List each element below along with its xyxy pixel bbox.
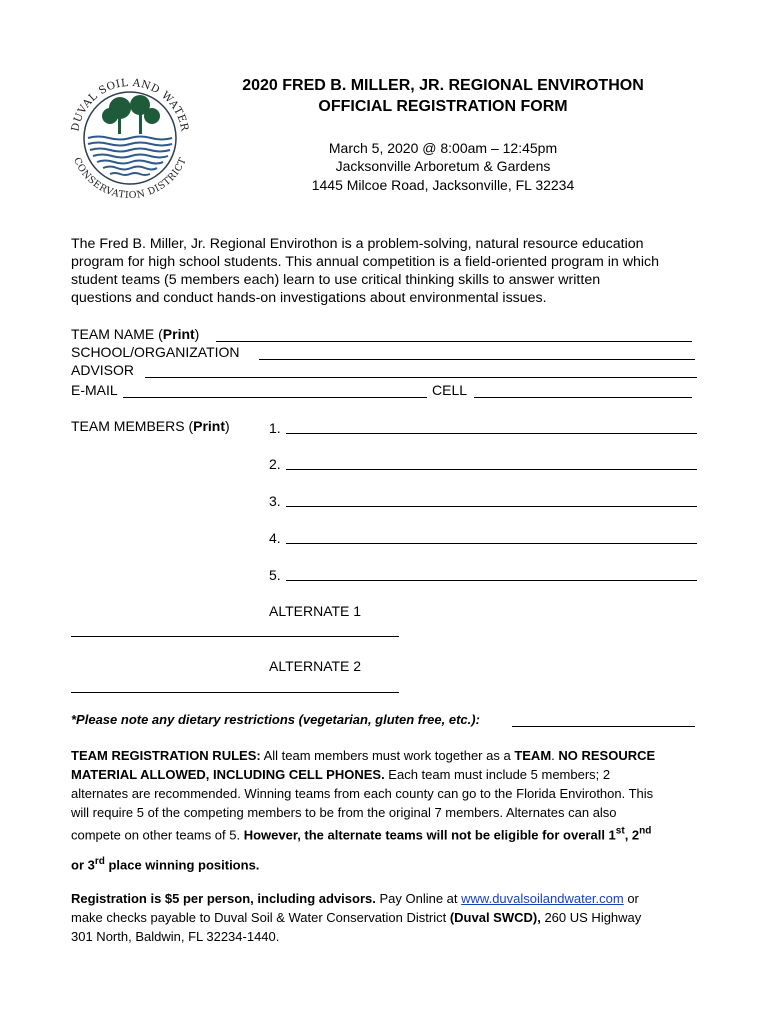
dietary-label: *Please note any dietary restrictions (vegetarian, gluten free, etc.): [71, 712, 480, 727]
alternate-1-field[interactable] [71, 636, 399, 637]
member-3-field[interactable] [286, 506, 697, 507]
team-name-field[interactable] [216, 341, 692, 342]
advisor-label: ADVISOR [71, 362, 135, 378]
event-date: March 5, 2020 @ 8:00am – 12:45pm [328, 140, 558, 156]
district-logo [64, 72, 196, 204]
member-1-field[interactable] [286, 433, 697, 434]
team-members-label: TEAM MEMBERS (Print) [71, 418, 230, 434]
logo-top-text: DUVAL SOIL AND WATER [69, 76, 191, 133]
alternate-2-field[interactable] [71, 692, 399, 693]
member-4-field[interactable] [286, 543, 697, 544]
advisor-field[interactable] [145, 377, 697, 378]
form-title: 2020 FRED B. MILLER, JR. REGIONAL ENVIROTHON [242, 77, 644, 94]
rules-eligibility: compete on other teams of 5. However, the alternate teams will not be eligible for overall 1st, 2nd [71, 826, 652, 843]
logo-water [88, 137, 172, 176]
intro-line: student teams (5 members each) learn to use critical thinking skills to answer written [71, 272, 601, 288]
logo-bottom-text: CONSERVATION DISTRICT [71, 155, 189, 202]
team-name-label: TEAM NAME (Print) [71, 326, 200, 342]
intro-paragraph [71, 235, 711, 307]
form-subtitle: OFFICIAL REGISTRATION FORM [318, 98, 568, 115]
registration-paragraph: Registration is $5 per person, including advisors. Pay Online at www.duvalsoilandwater.com or make checks payable to Duval Soil & Water Conservation District (Duval SWCD), 260 US Highway 301 North, Baldwin, FL 32234-1440. [71, 891, 642, 944]
intro-line: program for high school students. This annual competition is a field-oriented program in which [71, 254, 660, 270]
logo-trees [102, 95, 160, 134]
member-number: 2. [269, 456, 281, 472]
event-venue: Jacksonville Arboretum & Gardens [335, 158, 551, 174]
member-2-field[interactable] [286, 469, 697, 470]
member-number: 1. [269, 420, 281, 436]
website-link[interactable]: www.duvalsoilandwater.com [461, 891, 624, 906]
cell-field[interactable] [474, 397, 692, 398]
cell-label: CELL [432, 382, 468, 398]
dietary-field[interactable] [512, 726, 695, 727]
alternate-1-label: ALTERNATE 1 [269, 603, 362, 619]
member-number: 4. [269, 530, 281, 546]
event-address: 1445 Milcoe Road, Jacksonville, FL 32234 [311, 177, 575, 193]
email-field[interactable] [123, 397, 427, 398]
school-label: SCHOOL/ORGANIZATION [71, 344, 240, 360]
member-number: 5. [269, 567, 281, 583]
member-5-field[interactable] [286, 580, 697, 581]
member-number: 3. [269, 493, 281, 509]
rules-eligibility-end: or 3rd place winning positions. [71, 856, 260, 873]
rules-paragraph: TEAM REGISTRATION RULES: All team members must work together as a TEAM. NO RESOURCE MATERIAL ALLOWED, INCLUDING CELL PHONES. Each team must include 5 members; 2 alternates are recommended. Winning teams from each county can go to the Florida Envirothon. This will require 5 of the competing members to be from the original 7 members. Alternates can also [71, 748, 656, 820]
intro-line: The Fred B. Miller, Jr. Regional Envirothon is a problem-solving, natural resource education [71, 236, 644, 252]
school-field[interactable] [259, 359, 695, 360]
alternate-2-label: ALTERNATE 2 [269, 658, 362, 674]
intro-line: questions and conduct hands-on investigations about environmental issues. [71, 290, 547, 306]
email-label: E-MAIL [71, 382, 118, 398]
